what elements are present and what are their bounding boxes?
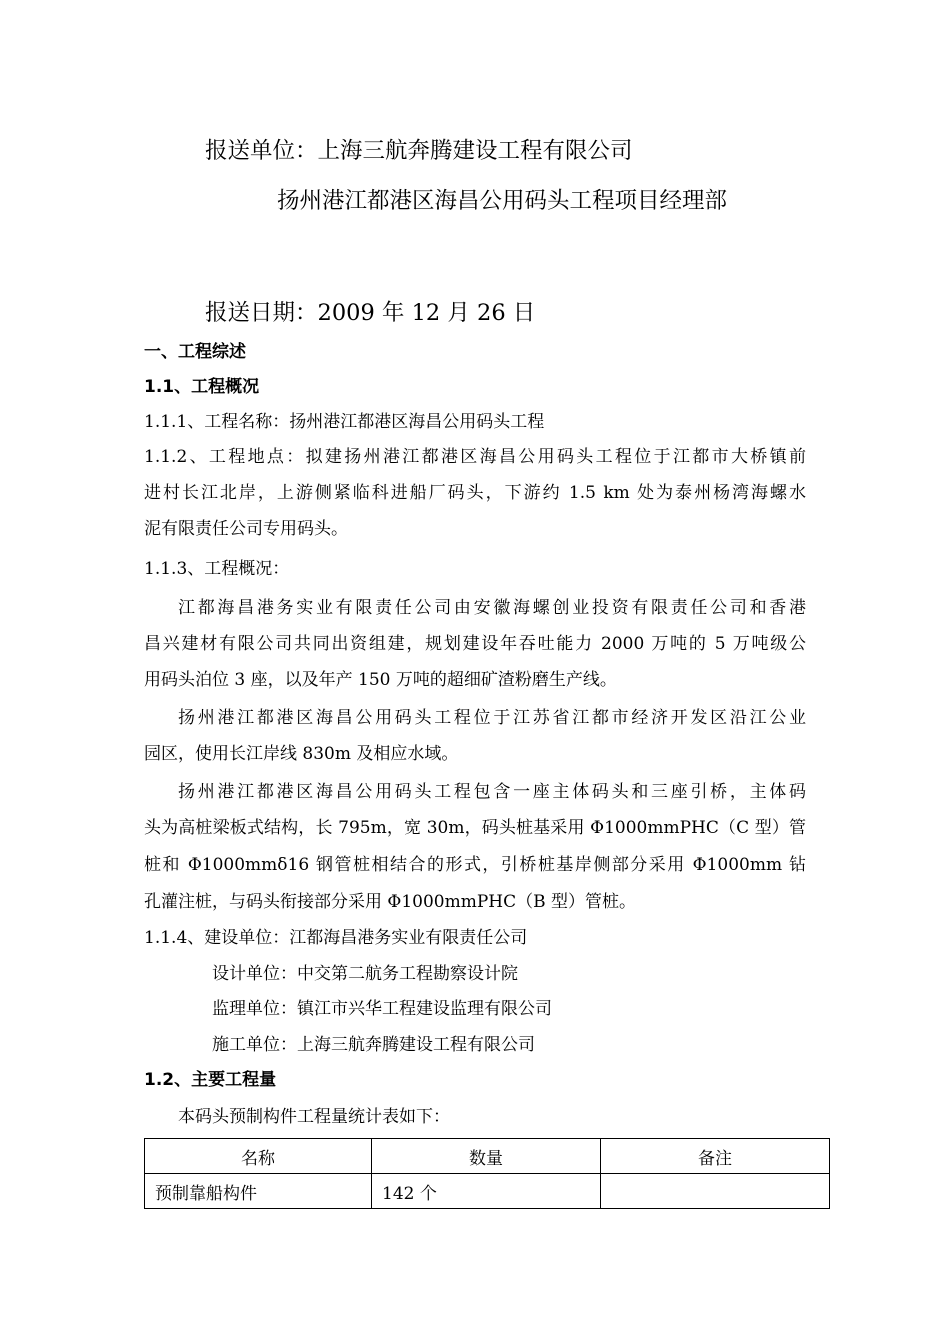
para3-line1: 扬州港江都港区海昌公用码头工程包含一座主体码头和三座引桥，主体码 <box>178 782 806 802</box>
section-1-title: 一、工程综述 <box>144 342 246 362</box>
para2-line1: 扬州港江都港区海昌公用码头工程位于江苏省江都市经济开发区沿江公业 <box>178 708 806 728</box>
report-unit-line2: 扬州港江都港区海昌公用码头工程项目经理部 <box>277 188 728 214</box>
table-header-quantity: 数量 <box>372 1139 601 1174</box>
design-unit: 设计单位：中交第二航务工程勘察设计院 <box>212 964 518 984</box>
item-1-1-1: 1.1.1、工程名称：扬州港江都港区海昌公用码头工程 <box>144 412 545 432</box>
table-cell-remark <box>601 1174 830 1209</box>
table-header-remark: 备注 <box>601 1139 830 1174</box>
report-date: 报送日期：2009 年 12 月 26 日 <box>205 300 536 326</box>
table-cell-quantity: 142 个 <box>372 1174 601 1209</box>
construction-unit: 施工单位：上海三航奔腾建设工程有限公司 <box>212 1035 535 1055</box>
para3-line3: 桩和 Φ1000mmδ16 钢管桩相结合的形式，引桥桩基岸侧部分采用 Φ1000mm 钻 <box>144 855 806 875</box>
quantity-table <box>144 1138 830 1209</box>
table-row <box>145 1174 830 1209</box>
para1-line3: 用码头泊位 3 座，以及年产 150 万吨的超细矿渣粉磨生产线。 <box>144 670 617 690</box>
table-header-row <box>145 1139 830 1174</box>
table-intro: 本码头预制构件工程量统计表如下： <box>178 1107 450 1127</box>
item-1-1-2-line1: 1.1.2、工程地点：拟建扬州港江都港区海昌公用码头工程位于江都市大桥镇前 <box>144 447 806 467</box>
para2-line2: 园区，使用长江岸线 830m 及相应水域。 <box>144 744 459 764</box>
report-unit-line1: 报送单位：上海三航奔腾建设工程有限公司 <box>205 138 633 164</box>
para3-line2: 头为高桩梁板式结构，长 795m，宽 30m，码头桩基采用 Φ1000mmPHC（C 型）管 <box>144 818 806 838</box>
table-header-name: 名称 <box>145 1139 372 1174</box>
para1-line2: 昌兴建材有限公司共同出资组建，规划建设年吞吐能力 2000 万吨的 5 万吨级公 <box>144 634 806 654</box>
para1-line1: 江都海昌港务实业有限责任公司由安徽海螺创业投资有限责任公司和香港 <box>178 598 806 618</box>
supervision-unit: 监理单位：镇江市兴华工程建设监理有限公司 <box>212 999 552 1019</box>
section-1-2-title: 1.2、主要工程量 <box>144 1070 277 1090</box>
item-1-1-3: 1.1.3、工程概况： <box>144 559 290 579</box>
item-1-1-2-line2: 进村长江北岸，上游侧紧临科进船厂码头，下游约 1.5 km 处为泰州杨湾海螺水 <box>144 483 806 503</box>
table-cell-name: 预制靠船构件 <box>145 1174 372 1209</box>
item-1-1-2-line3: 泥有限责任公司专用码头。 <box>144 519 348 539</box>
section-1-1-title: 1.1、工程概况 <box>144 377 260 397</box>
item-1-1-4: 1.1.4、建设单位：江都海昌港务实业有限责任公司 <box>144 928 528 948</box>
para3-line4: 孔灌注桩，与码头衔接部分采用 Φ1000mmPHC（B 型）管桩。 <box>144 892 637 912</box>
